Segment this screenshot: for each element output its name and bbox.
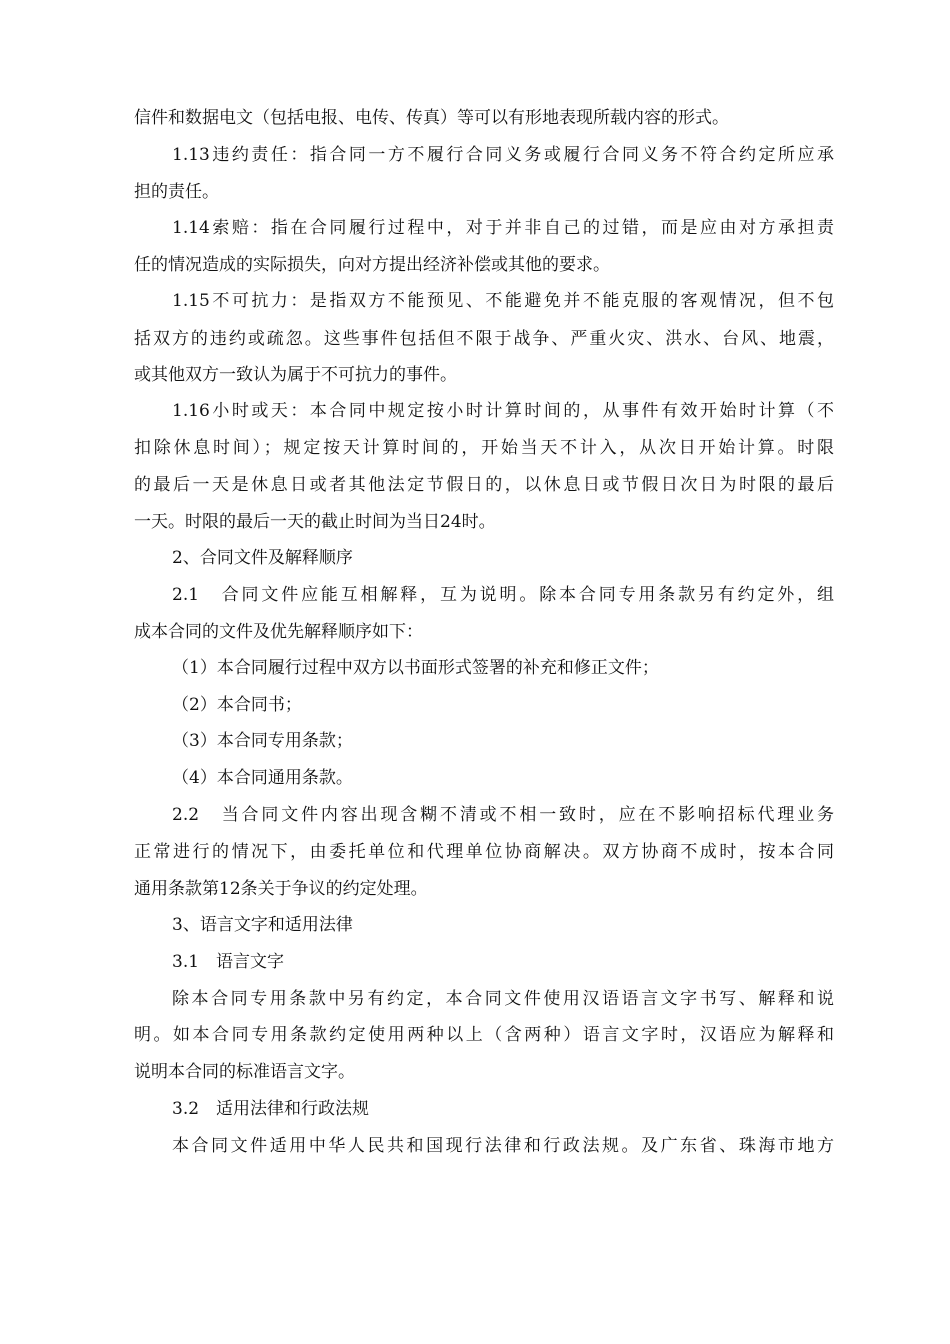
text-line: 通用条款第12条关于争议的约定处理。 bbox=[134, 879, 428, 899]
text-line: 一天。时限的最后一天的截止时间为当日24时。 bbox=[134, 512, 496, 532]
text-line: 1.15不可抗力：是指双方不能预见、不能避免并不能克服的客观情况，但不包 bbox=[172, 291, 834, 311]
text-line: 任的情况造成的实际损失，向对方提出经济补偿或其他的要求。 bbox=[134, 255, 610, 275]
list-item: （2）本合同书； bbox=[172, 695, 302, 715]
text-line: 2.1 合同文件应能互相解释，互为说明。除本合同专用条款另有约定外，组 bbox=[172, 585, 834, 605]
text-line: 扣除休息时间）；规定按天计算时间的，开始当天不计入，从次日开始计算。时限 bbox=[134, 438, 834, 458]
section-heading: 3、语言文字和适用法律 bbox=[172, 915, 353, 935]
text-line: 担的责任。 bbox=[134, 182, 219, 202]
text-line: 或其他双方一致认为属于不可抗力的事件。 bbox=[134, 365, 457, 385]
list-item: （1）本合同履行过程中双方以书面形式签署的补充和修正文件； bbox=[172, 658, 659, 678]
text-line: 本合同文件适用中华人民共和国现行法律和行政法规。及广东省、珠海市地方 bbox=[172, 1136, 834, 1156]
text-line: 正常进行的情况下，由委托单位和代理单位协商解决。双方协商不成时，按本合同 bbox=[134, 842, 834, 862]
text-line: 1.13违约责任：指合同一方不履行合同义务或履行合同义务不符合约定所应承 bbox=[172, 145, 834, 165]
text-line: 1.14索赔：指在合同履行过程中，对于并非自己的过错，而是应由对方承担责 bbox=[172, 218, 834, 238]
text-line: 的最后一天是休息日或者其他法定节假日的，以休息日或节假日次日为时限的最后 bbox=[134, 475, 834, 495]
text-line: 说明本合同的标准语言文字。 bbox=[134, 1062, 355, 1082]
text-line: 括双方的违约或疏忽。这些事件包括但不限于战争、严重火灾、洪水、台风、地震， bbox=[134, 329, 834, 349]
text-line: 信件和数据电文（包括电报、电传、传真）等可以有形地表现所载内容的形式。 bbox=[134, 108, 729, 128]
text-line: 1.16小时或天：本合同中规定按小时计算时间的，从事件有效开始时计算（不 bbox=[172, 401, 834, 421]
section-heading: 2、合同文件及解释顺序 bbox=[172, 548, 353, 568]
list-item: （4）本合同通用条款。 bbox=[172, 768, 353, 788]
text-line: 除本合同专用条款中另有约定，本合同文件使用汉语语言文字书写、解释和说 bbox=[172, 989, 834, 1009]
subsection-heading: 3.1 语言文字 bbox=[172, 952, 285, 972]
text-line: 2.2 当合同文件内容出现含糊不清或不相一致时，应在不影响招标代理业务 bbox=[172, 805, 834, 825]
list-item: （3）本合同专用条款； bbox=[172, 731, 353, 751]
text-line: 明。如本合同专用条款约定使用两种以上（含两种）语言文字时，汉语应为解释和 bbox=[134, 1025, 834, 1045]
text-line: 成本合同的文件及优先解释顺序如下： bbox=[134, 622, 423, 642]
subsection-heading: 3.2 适用法律和行政法规 bbox=[172, 1099, 370, 1119]
